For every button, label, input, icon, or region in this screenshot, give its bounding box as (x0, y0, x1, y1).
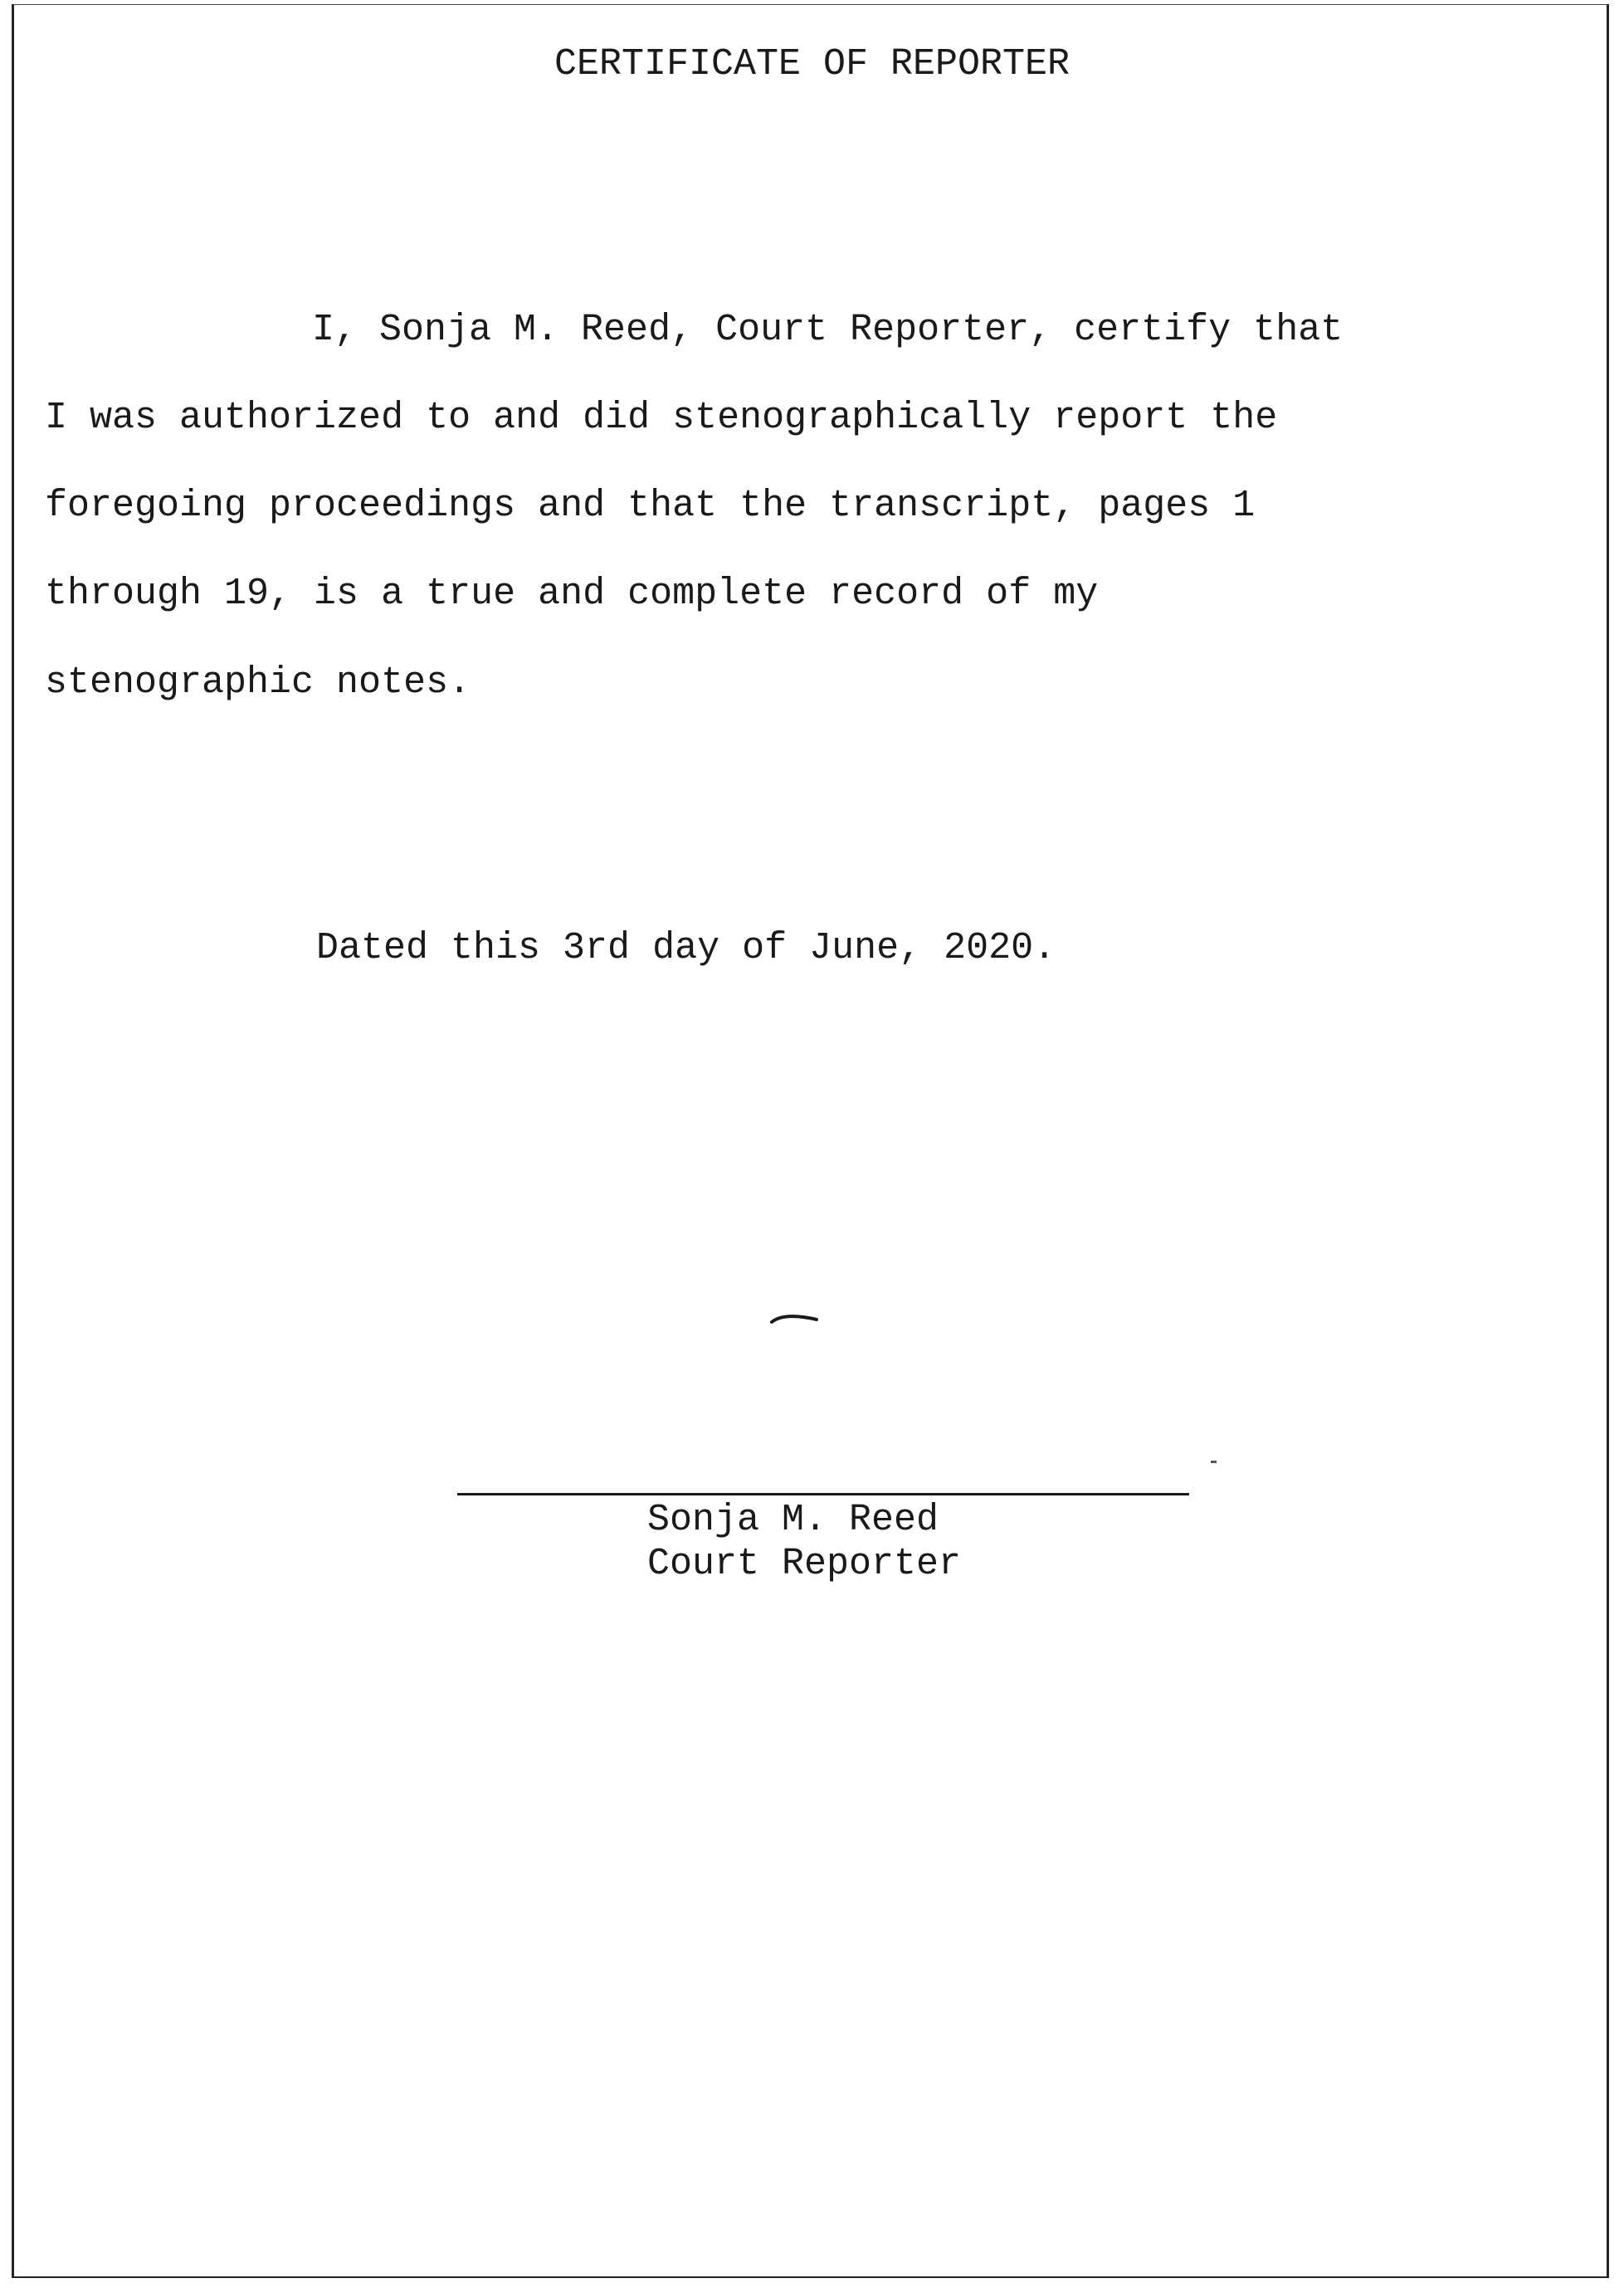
certification-line-5: stenographic notes. (45, 661, 471, 704)
signatory-name: Sonja M. Reed (647, 1499, 939, 1541)
scan-speck (1211, 1461, 1217, 1463)
certification-line-4: through 19, is a true and complete record of my (45, 573, 1099, 615)
certification-line-1: I, Sonja M. Reed, Court Reporter, certify that (312, 309, 1344, 351)
dated-line: Dated this 3rd day of June, 2020. (316, 927, 1056, 969)
document-title: CERTIFICATE OF REPORTER (554, 43, 1070, 85)
signature-mark (770, 1313, 818, 1325)
signatory-title: Court Reporter (647, 1543, 962, 1585)
certification-line-3: foregoing proceedings and that the transcript, pages 1 (45, 485, 1256, 527)
certification-line-2: I was authorized to and did stenographically report the (45, 397, 1278, 439)
signature-line (457, 1493, 1189, 1495)
